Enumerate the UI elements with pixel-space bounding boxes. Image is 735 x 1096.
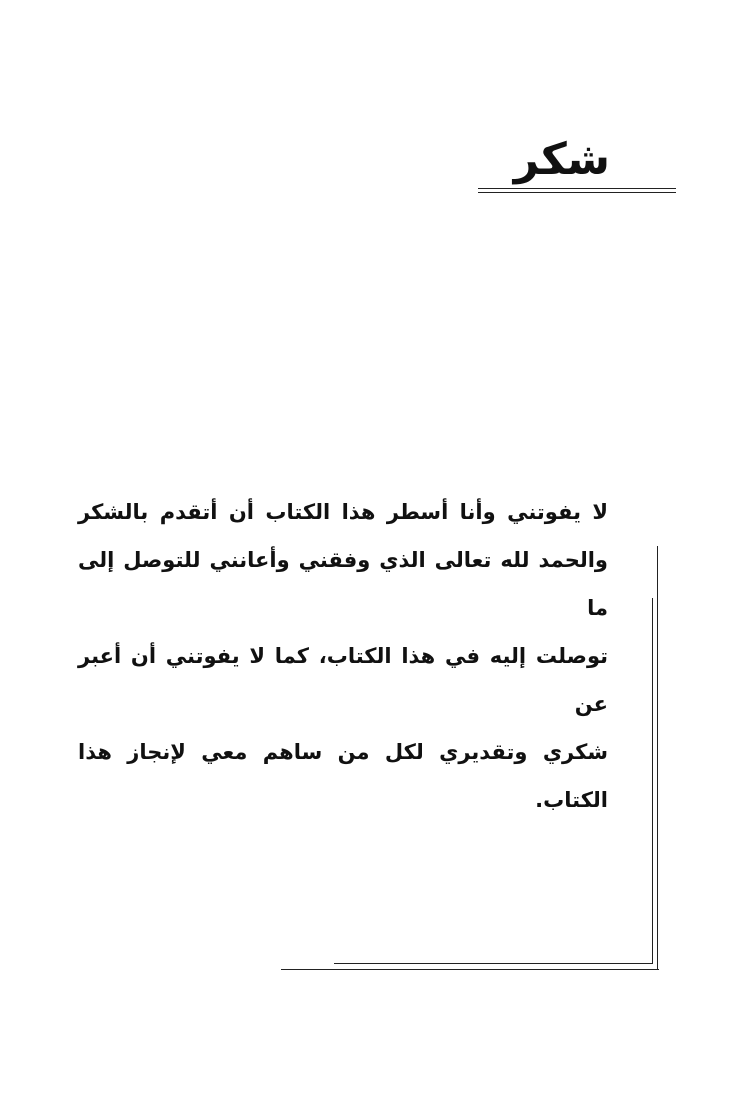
frame-vertical-outer	[657, 546, 658, 970]
acknowledgement-paragraph	[78, 488, 608, 824]
paragraph-line-3: توصلت إليه في هذا الكتاب، كما لا يفوتني أن أعبر عن	[78, 644, 608, 716]
paragraph-line-2: والحمد لله تعالى الذي وفقني وأعانني للتوصل إلى ما	[78, 548, 608, 620]
page-title: شكر	[513, 134, 610, 185]
title-underline-bottom	[478, 192, 676, 193]
frame-vertical-inner	[652, 598, 653, 964]
frame-horizontal-inner	[334, 963, 653, 964]
title-underline-top	[478, 188, 676, 189]
frame-horizontal-outer	[281, 969, 659, 970]
paragraph-line-1: لا يفوتني وأنا أسطر هذا الكتاب أن أتقدم بالشكر	[78, 500, 608, 524]
paragraph-line-4: شكري وتقديري لكل من ساهم معي لإنجاز هذا الكتاب.	[78, 740, 608, 812]
